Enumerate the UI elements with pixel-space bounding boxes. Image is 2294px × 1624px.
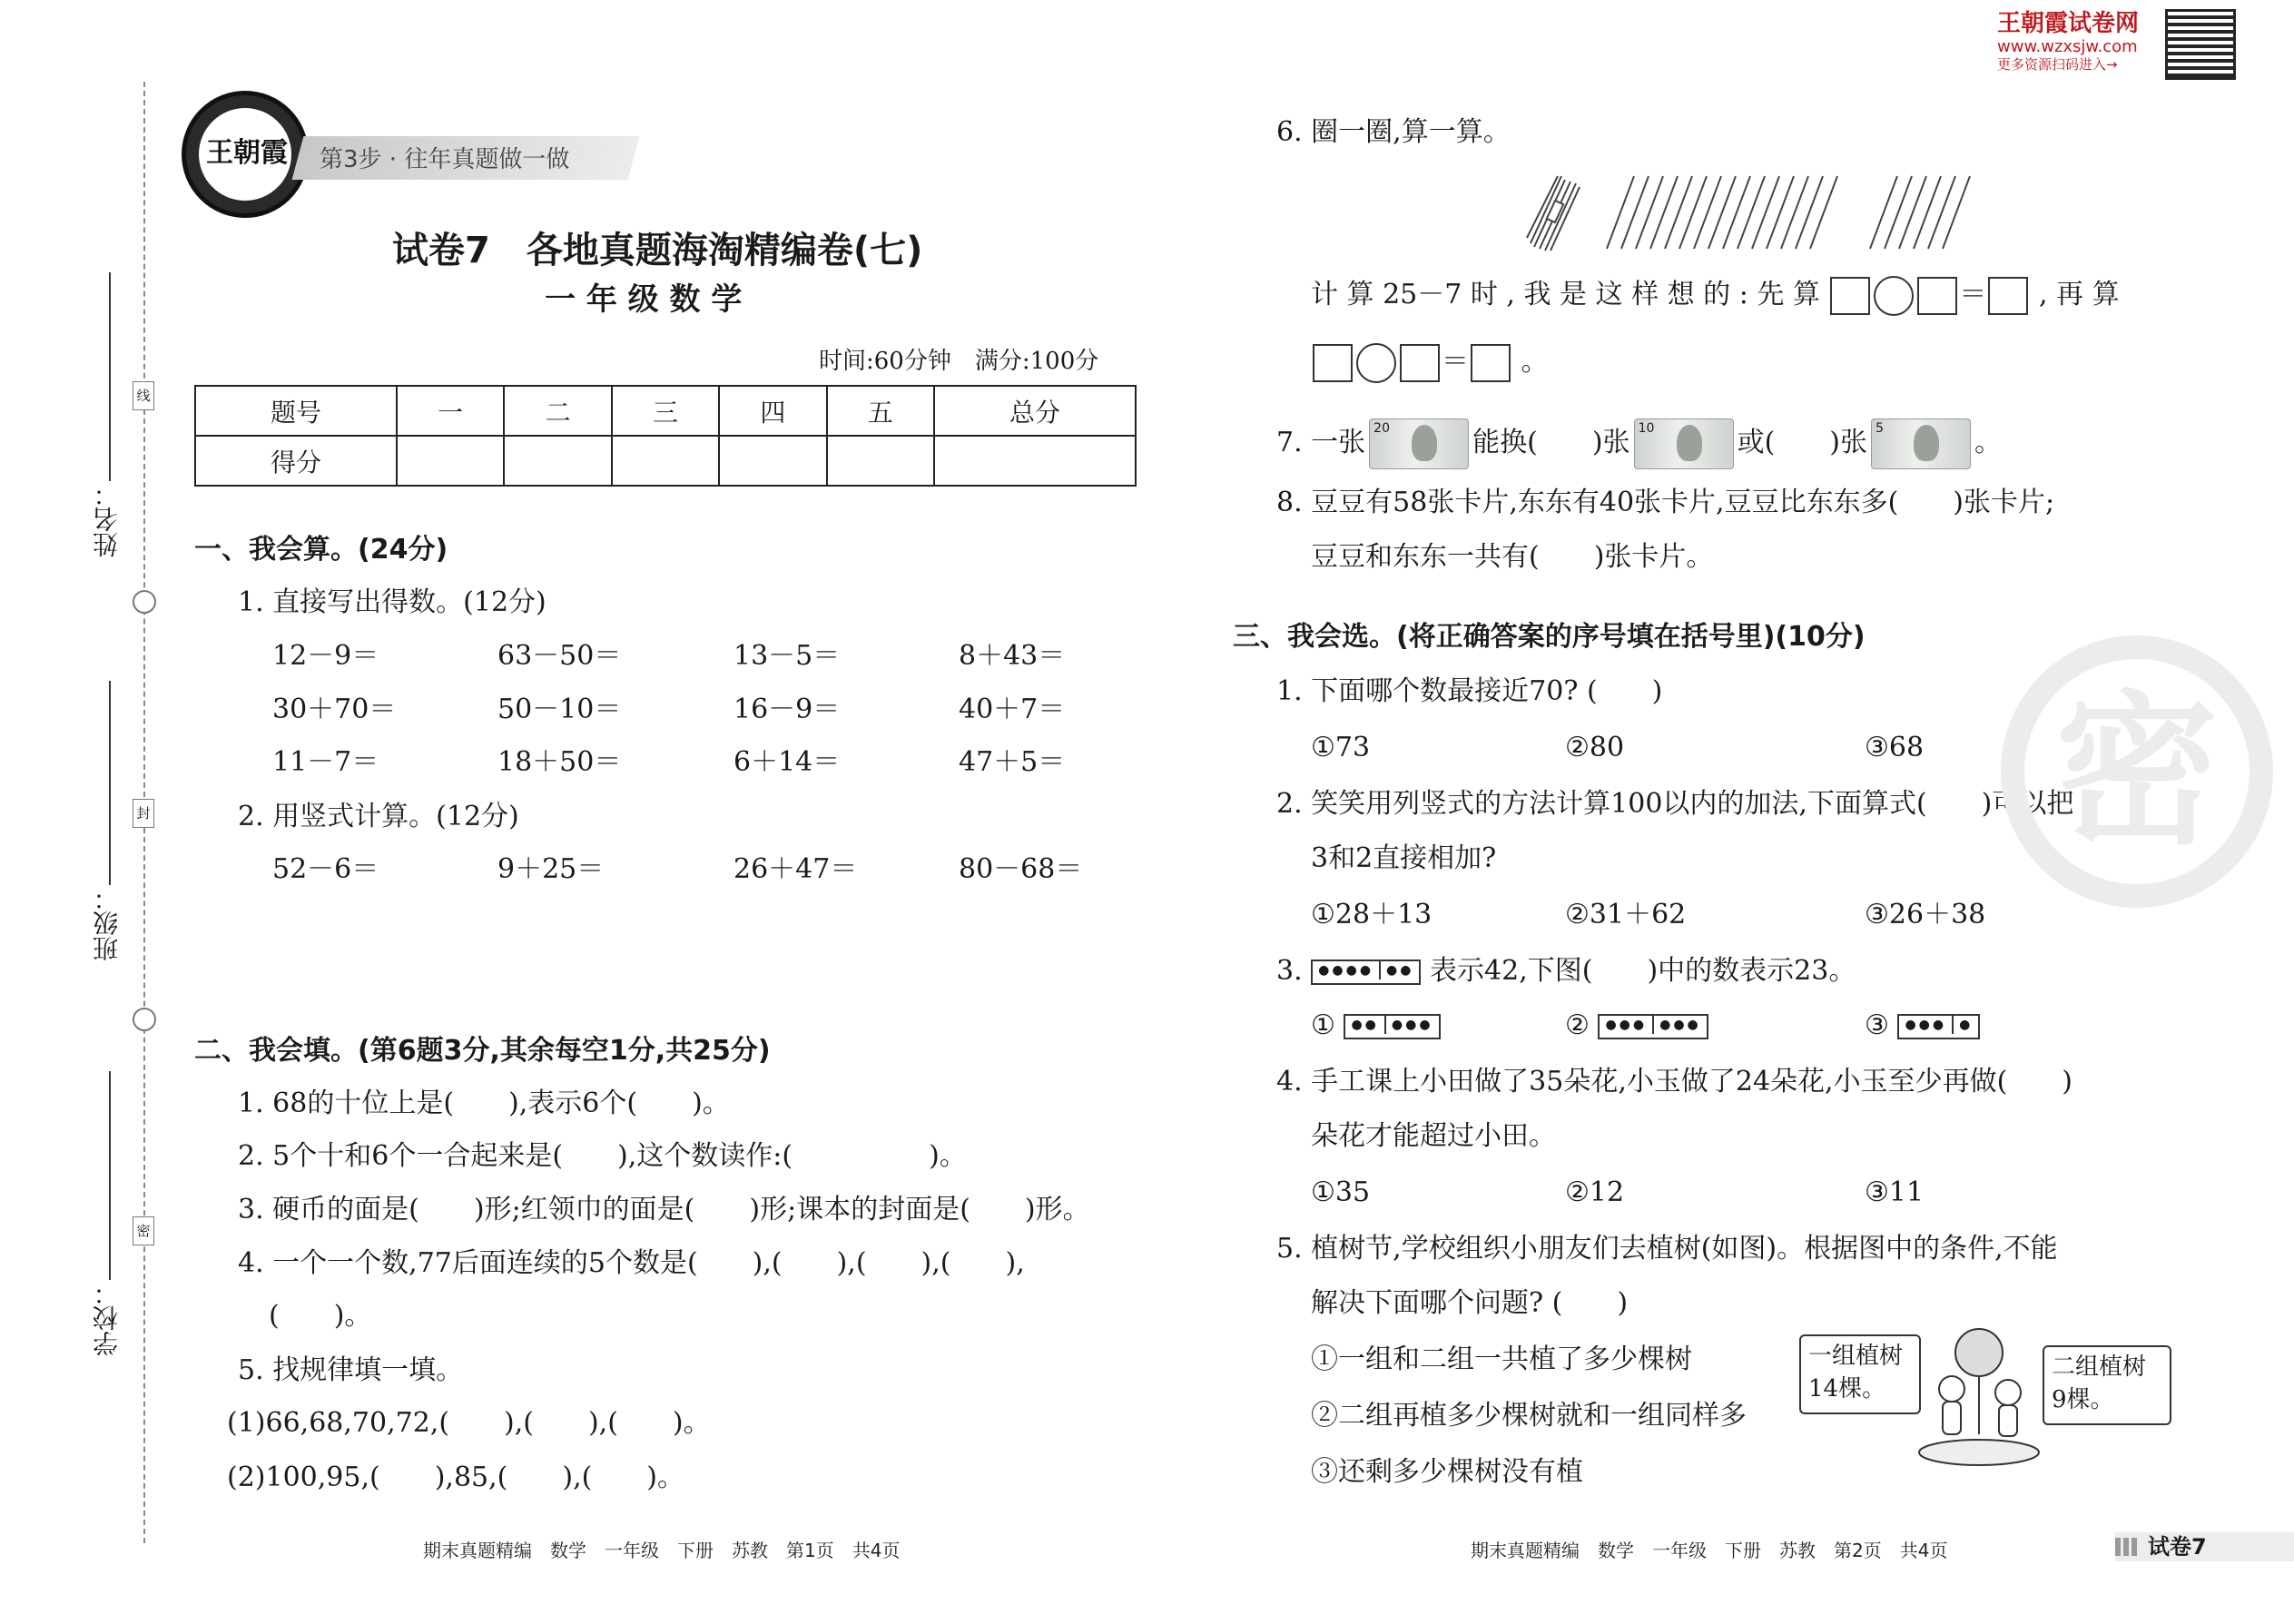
paper-tag-dots-icon: [2115, 1538, 2137, 1556]
calc-item: 40＋7＝: [959, 694, 1066, 725]
score-cell: 二: [504, 386, 611, 436]
answer-box[interactable]: [1471, 344, 1511, 382]
brand-badge: [182, 91, 309, 218]
seal-char-xian: 线: [133, 381, 154, 410]
score-cell: 得分: [195, 436, 397, 486]
score-input-cell[interactable]: [934, 436, 1136, 486]
s3-q4-line1: 4. 手工课上小田做了35朵花,小玉做了24朵花,小玉至少再做( ): [1276, 1066, 2072, 1097]
site-url: www.wzxsjw.com: [1997, 37, 2138, 56]
calc-item: 63－50＝: [497, 640, 622, 672]
banknote-10-icon: [1634, 418, 1734, 469]
option-num: ②: [1565, 1009, 1590, 1041]
school-label: 学校：: [92, 1280, 122, 1356]
calc-item: 13－5＝: [733, 640, 841, 672]
s3-q1: 1. 下面哪个数最接近70? ( ): [1276, 675, 1663, 707]
s3-q4-line2: 朵花才能超过小田。: [1311, 1120, 1556, 1152]
vertical-calc-item: 26＋47＝: [733, 853, 858, 885]
score-table-score-row: [195, 436, 1136, 486]
s2-q6-calc-line2: ＝ 。: [1311, 343, 1549, 383]
calc-item: 18＋50＝: [497, 746, 622, 778]
score-input-cell[interactable]: [612, 436, 719, 486]
exam-subtitle: 一 年 级 数 学: [545, 281, 743, 318]
time-info: 时间:60分钟 满分:100分: [819, 348, 1099, 375]
site-name: 王朝霞试卷网: [1997, 10, 2140, 37]
bubble2-line2: 9棵。: [2052, 1386, 2114, 1413]
paper-tag: 试卷7: [2148, 1534, 2207, 1560]
qr-code-icon[interactable]: [2165, 9, 2236, 80]
score-table-header-row: [195, 386, 1136, 436]
badge-name: 王朝霞: [206, 137, 288, 169]
s3-q3-option3: [1865, 1009, 1980, 1042]
secret-stamp-watermark: [2001, 635, 2273, 908]
score-input-cell[interactable]: [397, 436, 504, 486]
s2-q4-line2: ( )。: [269, 1300, 372, 1332]
abacus-option-icon: ●●● ●●●: [1598, 1014, 1708, 1039]
s3-q2-line1: 2. 笑笑用列竖式的方法计算100以内的加法,下面算式( )可以把: [1276, 788, 2074, 820]
secret-stamp-char: 密: [2055, 677, 2220, 867]
s3-q5-line2: 解决下面哪个问题? ( ): [1311, 1287, 1629, 1319]
calc-item: 50－10＝: [497, 694, 622, 725]
bubble1-line1: 一组植树: [1808, 1343, 1904, 1370]
s1-q2-title: 2. 用竖式计算。(12分): [238, 801, 519, 832]
s2-q6-calc-text-a: 计 算 25－7 时 , 我 是 这 样 想 的 : 先 算: [1311, 279, 1820, 310]
calc-item: 11－7＝: [272, 746, 379, 778]
calc-item: 16－9＝: [733, 694, 841, 725]
score-cell: 一: [397, 386, 504, 436]
option-num: ①: [1311, 1009, 1335, 1041]
s2-q7: [1276, 418, 2002, 469]
calc-item: 47＋5＝: [959, 746, 1066, 778]
score-cell: 四: [719, 386, 826, 436]
class-label: 班级：: [92, 885, 122, 961]
vertical-calc-item: 52－6＝: [272, 853, 379, 885]
seal-char-mi: 密: [133, 1216, 154, 1245]
s2-q8-line1: 8. 豆豆有58张卡片,东东有40张卡片,豆豆比东东多( )张卡片;: [1276, 487, 2055, 518]
class-line: [109, 681, 111, 885]
name-label: 姓名：: [92, 481, 122, 557]
s3-q3: [1276, 955, 1856, 988]
score-cell: 五: [827, 386, 934, 436]
s2-q5: 5. 找规律填一填。: [238, 1354, 464, 1386]
s2-q5-2: (2)100,95,( ),85,( ),( )。: [227, 1462, 685, 1493]
answer-box[interactable]: [1400, 344, 1440, 382]
footer-left: 期末真题精编 数学 一年级 下册 苏教 第1页 共4页: [423, 1540, 901, 1561]
score-table: [194, 385, 1137, 487]
note-denomination: 10: [1638, 421, 1655, 436]
vertical-calc-item: 80－68＝: [959, 853, 1083, 885]
site-tagline: 更多资源扫码进入→: [1997, 56, 2118, 73]
calc-item: 8＋43＝: [959, 640, 1066, 672]
binding-hole: [133, 1008, 156, 1031]
abacus-option-icon: ●● ●●●: [1344, 1014, 1440, 1039]
bubble1-line2: 14棵。: [1808, 1375, 1886, 1403]
s2-q4-line1: 4. 一个一个数,77后面连续的5个数是( ),( ),( ),( ),: [238, 1247, 1025, 1279]
score-input-cell[interactable]: [719, 436, 826, 486]
score-input-cell[interactable]: [827, 436, 934, 486]
s2-q1: 1. 68的十位上是( ),表示6个( )。: [238, 1088, 730, 1119]
abacus-42-icon: ●●●● ●●: [1311, 960, 1421, 985]
answer-box[interactable]: [1917, 277, 1957, 315]
score-cell: 题号: [195, 386, 397, 436]
calc-item: 12－9＝: [272, 640, 379, 672]
option: ①73: [1311, 732, 1371, 763]
answer-box[interactable]: [1313, 344, 1353, 382]
s2-q2: 2. 5个十和6个一合起来是( ),这个数读作:( )。: [238, 1140, 967, 1172]
option-num: ③: [1865, 1009, 1889, 1041]
note-denomination: 5: [1876, 421, 1884, 436]
option: ①28＋13: [1311, 899, 1433, 930]
s2-q6: 6. 圈一圈,算一算。: [1276, 116, 1511, 148]
section2-heading: 二、我会填。(第6题3分,其余每空1分,共25分): [194, 1035, 771, 1067]
footer-right: 期末真题精编 数学 一年级 下册 苏教 第2页 共4页: [1471, 1540, 1948, 1561]
s2-q7-text-a: 7. 一张: [1276, 427, 1366, 458]
s1-q1-title: 1. 直接写出得数。(12分): [238, 586, 546, 618]
bubble2-line1: 二组植树: [2052, 1353, 2147, 1381]
operator-circle[interactable]: [1356, 343, 1396, 383]
s2-q6-calc-text-b: , 再 算: [2038, 279, 2120, 310]
option: ①35: [1311, 1176, 1371, 1208]
score-cell: 三: [612, 386, 719, 436]
s3-q3-num: 3.: [1276, 955, 1303, 987]
answer-box[interactable]: [1830, 277, 1870, 315]
s3-q5-line1: 5. 植树节,学校组织小朋友们去植树(如图)。根据图中的条件,不能: [1276, 1233, 2058, 1265]
step-label: 第3步 · 往年真题做一做: [320, 146, 570, 173]
binding-hole: [133, 590, 156, 614]
calc-item: 6＋14＝: [733, 746, 841, 778]
s2-q7-text-d: 。: [1974, 427, 2003, 458]
s2-q6-end: 。: [1521, 346, 1549, 378]
s2-q8-line2: 豆豆和东东一共有( )张卡片。: [1311, 541, 1714, 573]
option: ②31＋62: [1565, 899, 1687, 930]
abacus-option-icon: ●●● ●: [1897, 1014, 1980, 1039]
counting-sticks-icon: [1507, 171, 2115, 254]
children-planting-tree-icon: [1915, 1325, 2043, 1471]
s3-q3-option2: [1565, 1009, 1708, 1042]
vertical-calc-item: 9＋25＝: [497, 853, 605, 885]
option: ③26＋38: [1865, 899, 1986, 930]
answer-box[interactable]: [1988, 277, 2028, 315]
s2-q3: 3. 硬币的面是( )形;红领巾的面是( )形;课本的封面是( )形。: [238, 1194, 1090, 1225]
score-cell: 总分: [934, 386, 1136, 436]
s3-q3-text: 表示42,下图( )中的数表示23。: [1430, 955, 1856, 987]
s3-q2-line2: 3和2直接相加?: [1311, 842, 1497, 874]
banknote-5-icon: [1871, 418, 1971, 469]
note-denomination: 20: [1373, 421, 1390, 436]
name-line: [109, 272, 111, 481]
option: ②二组再植多少棵树就和一组同样多: [1311, 1400, 1747, 1432]
operator-circle[interactable]: [1874, 276, 1914, 316]
calc-item: 30＋70＝: [272, 694, 397, 725]
option: ②80: [1565, 732, 1625, 763]
option: ①一组和二组一共植了多少棵树: [1311, 1343, 1692, 1375]
option: ③68: [1865, 732, 1925, 763]
option: ③还剩多少棵树没有植: [1311, 1456, 1583, 1488]
s2-q6-calc-line1: 计 算 25－7 时 , 我 是 这 样 想 的 : 先 算 ＝ , 再 算: [1311, 276, 2120, 316]
section3-heading: 三、我会选。(将正确答案的序号填在括号里)(10分): [1233, 621, 1866, 653]
option: ②12: [1565, 1176, 1625, 1208]
s2-q7-text-c: 或( )张: [1737, 427, 1868, 458]
exam-title: 试卷7 各地真题海淘精编卷(七): [392, 230, 923, 271]
score-input-cell[interactable]: [504, 436, 611, 486]
seal-char-feng: 封: [133, 799, 154, 828]
option: ③11: [1865, 1176, 1925, 1208]
school-line: [109, 1071, 111, 1280]
s2-q5-1: (1)66,68,70,72,( ),( ),( )。: [227, 1407, 711, 1439]
s2-q7-text-b: 能换( )张: [1472, 427, 1630, 458]
banknote-20-icon: [1369, 418, 1469, 469]
s3-q3-option1: [1311, 1009, 1441, 1042]
section1-heading: 一、我会算。(24分): [194, 534, 448, 566]
